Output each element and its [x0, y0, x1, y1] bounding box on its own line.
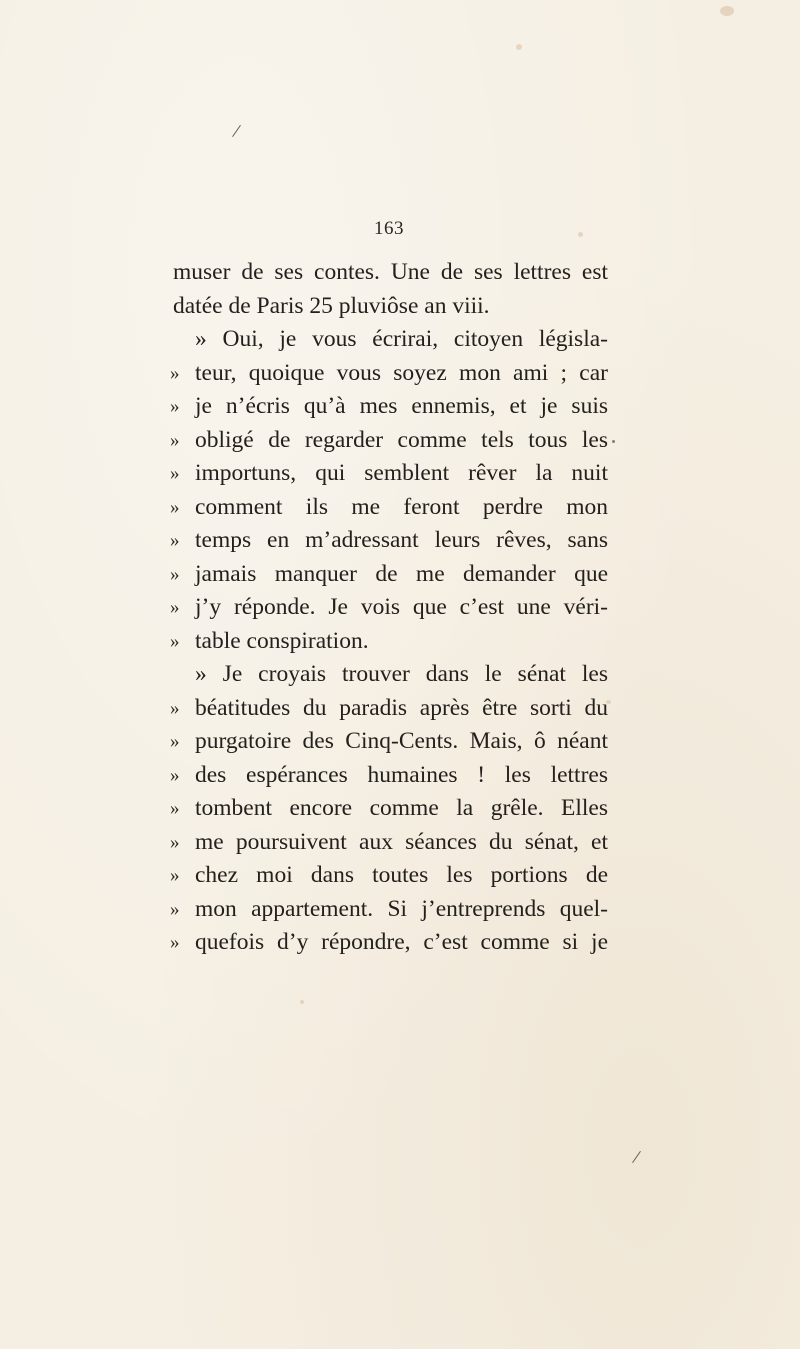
- line-text: temps en m’adressant leurs rêves, sans: [195, 527, 608, 553]
- text-line: [140, 625, 640, 659]
- quote-mark: »: [170, 764, 180, 786]
- line-text: tombent encore comme la grêle. Elles: [195, 795, 608, 821]
- paper-mark: [232, 125, 241, 137]
- text-line: [140, 826, 640, 860]
- text-line: [140, 926, 640, 960]
- quote-mark: »: [170, 362, 180, 384]
- line-text: muser de ses contes. Une de ses lettres est: [173, 259, 608, 285]
- line-text: quefois d’y répondre, c’est comme si je: [195, 929, 608, 955]
- body-text: [140, 256, 640, 960]
- text-line: [140, 357, 640, 391]
- quote-mark: »: [170, 597, 180, 618]
- quote-mark: »: [170, 463, 180, 484]
- quote-mark: »: [170, 697, 180, 719]
- text-line: [140, 491, 640, 525]
- quote-mark: »: [170, 731, 180, 752]
- paper-speck: [300, 1000, 304, 1004]
- quote-mark: »: [170, 865, 180, 886]
- line-text: purgatoire des Cinq-Cents. Mais, ô néant: [195, 728, 608, 754]
- line-text: des espérances humaines ! les lettres: [195, 761, 608, 788]
- quote-mark: »: [170, 429, 180, 451]
- quote-mark: »: [170, 530, 180, 551]
- quote-mark: »: [170, 396, 180, 417]
- quote-mark: »: [170, 630, 180, 652]
- line-text: béatitudes du paradis après être sorti du: [195, 694, 608, 721]
- text-line: [140, 457, 640, 491]
- paper-speck: [720, 6, 734, 16]
- line-text: » Oui, je vous écrirai, citoyen législa-: [195, 326, 608, 352]
- text-line: [140, 692, 640, 726]
- quote-mark: »: [170, 798, 180, 819]
- line-text: j’y réponde. Je vois que c’est une véri-: [195, 594, 608, 620]
- quote-mark: »: [170, 563, 180, 585]
- text-line: [140, 390, 640, 424]
- page-number: 163: [374, 218, 404, 239]
- text-line: [140, 658, 640, 692]
- text-line: [140, 424, 640, 458]
- line-text: mon appartement. Si j’entreprends quel-: [195, 895, 608, 922]
- line-text: teur, quoique vous soyez mon ami ; car: [195, 359, 608, 386]
- text-line: [140, 290, 640, 324]
- line-text: je n’écris qu’à mes ennemis, et je suis: [195, 393, 608, 419]
- quote-mark: »: [170, 831, 180, 853]
- line-text: comment ils me feront perdre mon: [195, 493, 608, 520]
- quote-mark: »: [170, 898, 180, 920]
- text-line: [140, 591, 640, 625]
- text-line: [140, 759, 640, 793]
- text-line: [140, 792, 640, 826]
- text-line: [140, 558, 640, 592]
- text-line: [140, 725, 640, 759]
- text-line: [140, 859, 640, 893]
- text-line: [140, 256, 640, 290]
- text-line: [140, 893, 640, 927]
- line-text: obligé de regarder comme tels tous les: [195, 426, 608, 453]
- line-text: jamais manquer de me demander que: [195, 560, 608, 587]
- line-text: datée de Paris 25 pluviôse an viii.: [173, 292, 490, 319]
- quote-mark: »: [170, 932, 180, 953]
- line-text: importuns, qui semblent rêver la nuit: [195, 460, 608, 486]
- line-text: table conspiration.: [195, 627, 369, 654]
- line-text: » Je croyais trouver dans le sénat les: [195, 661, 608, 687]
- line-text: me poursuivent aux séances du sénat, et: [195, 828, 608, 855]
- text-line: [140, 323, 640, 357]
- paper-speck: [516, 44, 522, 50]
- line-text: chez moi dans toutes les portions de: [195, 862, 608, 888]
- quote-mark: »: [170, 496, 180, 518]
- paper-mark: [632, 1151, 641, 1163]
- text-line: [140, 524, 640, 558]
